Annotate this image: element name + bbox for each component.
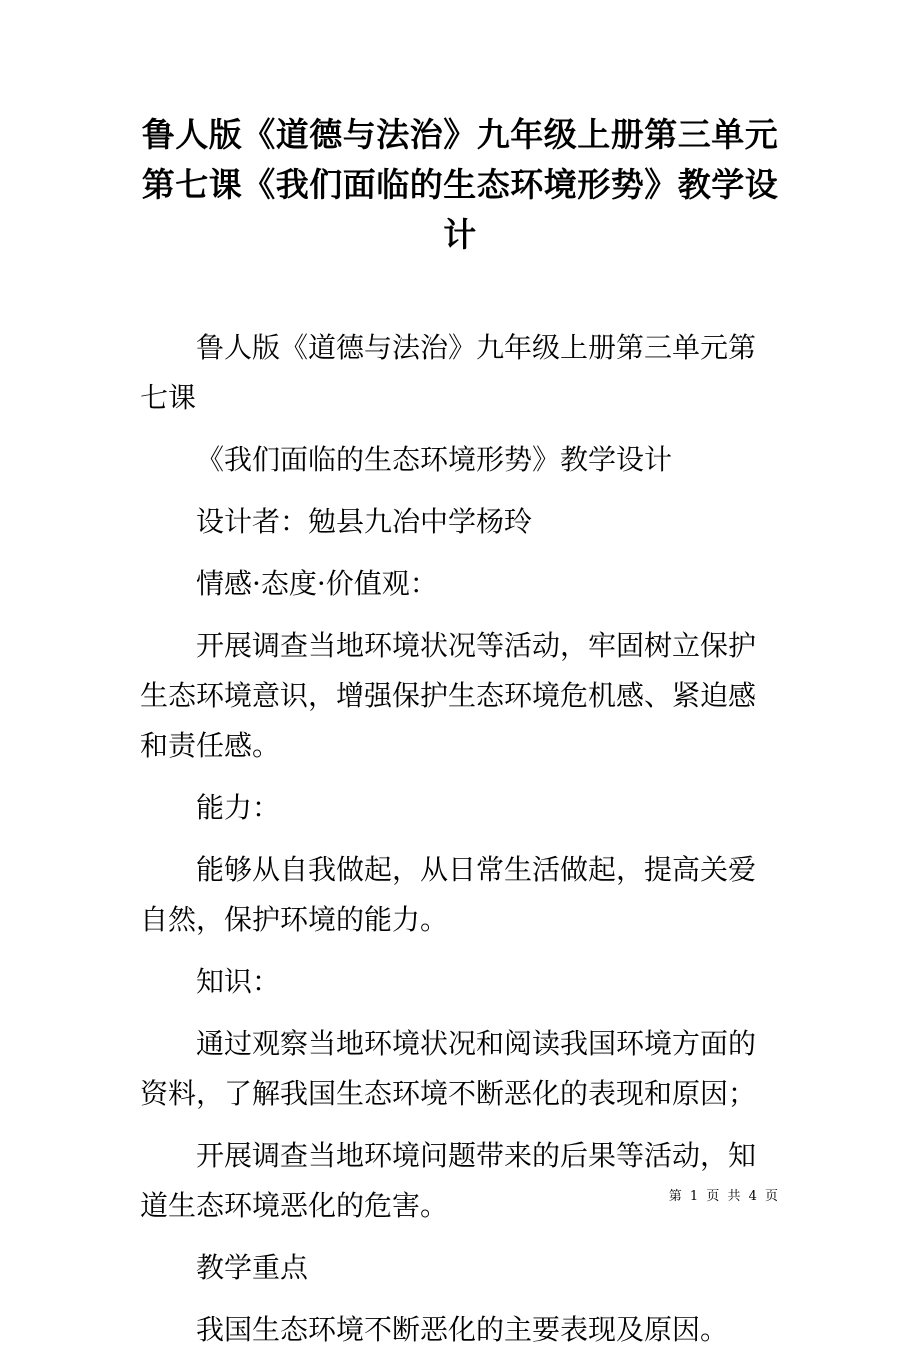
paragraph-subtitle: 《我们面临的生态环境形势》教学设计 (196, 443, 673, 476)
paragraph-emotion-goal: 开展调查当地环境状况等活动，牢固树立保护生态环境意识，增强保护生态环境危机感、紧迫感和责任感。 (140, 629, 757, 762)
heading-ability: 能力： (196, 791, 281, 824)
page-number-footer: 第 1 页 共 4 页 (668, 1189, 780, 1204)
heading-emotion-attitude-values: 情感·态度·价值观： (196, 567, 438, 600)
document-title: 鲁人版《道德与法治》九年级上册第三单元第七课《我们面临的生态环境形势》教学设计 (141, 115, 779, 254)
paragraph-teaching-focus: 我国生态环境不断恶化的主要表现及原因。 (196, 1313, 729, 1346)
heading-knowledge: 知识： (196, 965, 281, 998)
paragraph-intro: 鲁人版《道德与法治》九年级上册第三单元第七课 (140, 331, 757, 414)
document-body (140, 323, 780, 1367)
paragraph-knowledge-goal-2: 开展调查当地环境问题带来的后果等活动，知道生态环境恶化的危害。 (140, 1139, 757, 1222)
heading-teaching-focus: 教学重点 (196, 1251, 309, 1284)
paragraph-ability-goal: 能够从自我做起，从日常生活做起，提高关爱自然，保护环境的能力。 (140, 853, 757, 936)
paragraph-knowledge-goal-1: 通过观察当地环境状况和阅读我国环境方面的资料，了解我国生态环境不断恶化的表现和原因； (140, 1027, 757, 1110)
paragraph-designer: 设计者：勉县九冶中学杨玲 (196, 505, 533, 538)
